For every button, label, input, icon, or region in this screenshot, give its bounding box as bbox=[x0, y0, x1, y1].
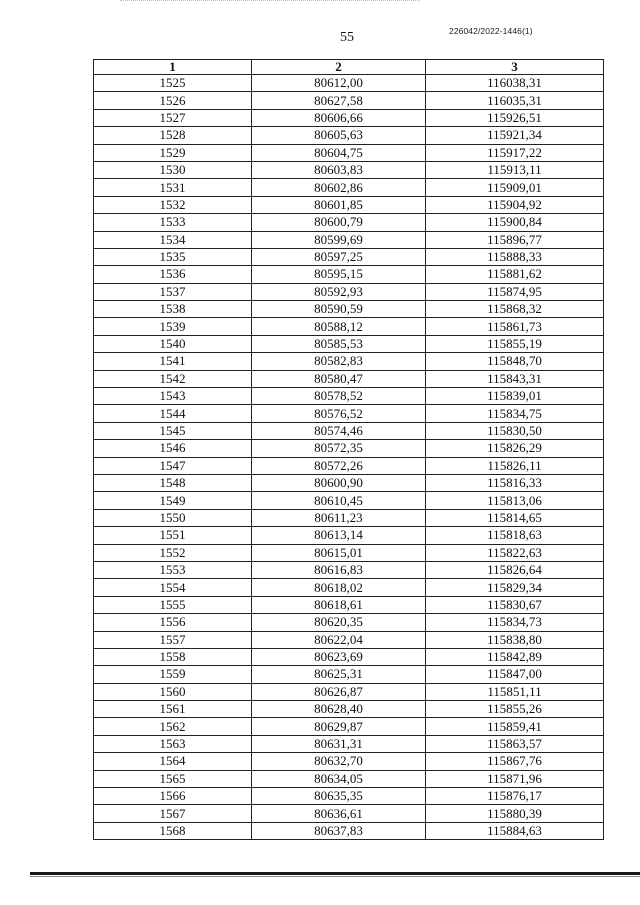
table-row bbox=[94, 666, 604, 683]
table-row bbox=[94, 440, 604, 457]
y-coordinate-cell: 115843,31 bbox=[426, 370, 604, 387]
table-row bbox=[94, 683, 604, 700]
point-number-cell: 1525 bbox=[94, 75, 252, 92]
page-number: 55 bbox=[340, 30, 354, 45]
y-coordinate-cell: 115871,96 bbox=[426, 770, 604, 787]
table-row bbox=[94, 335, 604, 352]
y-coordinate-cell: 115917,22 bbox=[426, 144, 604, 161]
table-row bbox=[94, 735, 604, 752]
table-row bbox=[94, 492, 604, 509]
point-number-cell: 1532 bbox=[94, 196, 252, 213]
x-coordinate-cell: 80612,00 bbox=[252, 75, 426, 92]
table-row bbox=[94, 788, 604, 805]
table-row bbox=[94, 770, 604, 787]
x-coordinate-cell: 80625,31 bbox=[252, 666, 426, 683]
point-number-cell: 1549 bbox=[94, 492, 252, 509]
table-header-row bbox=[94, 60, 604, 75]
table-row bbox=[94, 179, 604, 196]
x-coordinate-cell: 80592,93 bbox=[252, 283, 426, 300]
y-coordinate-cell: 115838,80 bbox=[426, 631, 604, 648]
x-coordinate-cell: 80635,35 bbox=[252, 788, 426, 805]
x-coordinate-cell: 80601,85 bbox=[252, 196, 426, 213]
x-coordinate-cell: 80606,66 bbox=[252, 109, 426, 126]
x-coordinate-cell: 80580,47 bbox=[252, 370, 426, 387]
x-coordinate-cell: 80613,14 bbox=[252, 527, 426, 544]
y-coordinate-cell: 115888,33 bbox=[426, 248, 604, 265]
x-coordinate-cell: 80600,90 bbox=[252, 474, 426, 491]
x-coordinate-cell: 80615,01 bbox=[252, 544, 426, 561]
y-coordinate-cell: 115848,70 bbox=[426, 353, 604, 370]
table-row bbox=[94, 422, 604, 439]
table-row bbox=[94, 509, 604, 526]
y-coordinate-cell: 115830,67 bbox=[426, 596, 604, 613]
table-row bbox=[94, 579, 604, 596]
column-header-2: 2 bbox=[252, 60, 426, 75]
x-coordinate-cell: 80585,53 bbox=[252, 335, 426, 352]
y-coordinate-cell: 115830,50 bbox=[426, 422, 604, 439]
x-coordinate-cell: 80576,52 bbox=[252, 405, 426, 422]
point-number-cell: 1533 bbox=[94, 214, 252, 231]
point-number-cell: 1550 bbox=[94, 509, 252, 526]
y-coordinate-cell: 115921,34 bbox=[426, 127, 604, 144]
x-coordinate-cell: 80572,35 bbox=[252, 440, 426, 457]
y-coordinate-cell: 115834,75 bbox=[426, 405, 604, 422]
point-number-cell: 1527 bbox=[94, 109, 252, 126]
table-row bbox=[94, 561, 604, 578]
y-coordinate-cell: 115839,01 bbox=[426, 388, 604, 405]
y-coordinate-cell: 115896,77 bbox=[426, 231, 604, 248]
y-coordinate-cell: 115863,57 bbox=[426, 735, 604, 752]
y-coordinate-cell: 115874,95 bbox=[426, 283, 604, 300]
table-row bbox=[94, 248, 604, 265]
point-number-cell: 1558 bbox=[94, 648, 252, 665]
point-number-cell: 1540 bbox=[94, 335, 252, 352]
table-row bbox=[94, 527, 604, 544]
y-coordinate-cell: 115851,11 bbox=[426, 683, 604, 700]
y-coordinate-cell: 115816,33 bbox=[426, 474, 604, 491]
table-row bbox=[94, 353, 604, 370]
y-coordinate-cell: 115900,84 bbox=[426, 214, 604, 231]
y-coordinate-cell: 115834,73 bbox=[426, 614, 604, 631]
x-coordinate-cell: 80572,26 bbox=[252, 457, 426, 474]
table-row bbox=[94, 370, 604, 387]
x-coordinate-cell: 80626,87 bbox=[252, 683, 426, 700]
point-number-cell: 1535 bbox=[94, 248, 252, 265]
y-coordinate-cell: 115867,76 bbox=[426, 753, 604, 770]
footer-rule bbox=[30, 872, 640, 875]
y-coordinate-cell: 115826,11 bbox=[426, 457, 604, 474]
x-coordinate-cell: 80590,59 bbox=[252, 301, 426, 318]
table-row bbox=[94, 544, 604, 561]
x-coordinate-cell: 80629,87 bbox=[252, 718, 426, 735]
point-number-cell: 1559 bbox=[94, 666, 252, 683]
point-number-cell: 1548 bbox=[94, 474, 252, 491]
point-number-cell: 1547 bbox=[94, 457, 252, 474]
y-coordinate-cell: 116038,31 bbox=[426, 75, 604, 92]
x-coordinate-cell: 80582,83 bbox=[252, 353, 426, 370]
table-row bbox=[94, 648, 604, 665]
point-number-cell: 1568 bbox=[94, 822, 252, 839]
y-coordinate-cell: 115813,06 bbox=[426, 492, 604, 509]
table-row bbox=[94, 718, 604, 735]
point-number-cell: 1528 bbox=[94, 127, 252, 144]
x-coordinate-cell: 80599,69 bbox=[252, 231, 426, 248]
x-coordinate-cell: 80610,45 bbox=[252, 492, 426, 509]
point-number-cell: 1541 bbox=[94, 353, 252, 370]
y-coordinate-cell: 115913,11 bbox=[426, 161, 604, 178]
x-coordinate-cell: 80620,35 bbox=[252, 614, 426, 631]
y-coordinate-cell: 115826,64 bbox=[426, 561, 604, 578]
coordinates-table bbox=[93, 59, 604, 840]
table-row bbox=[94, 596, 604, 613]
point-number-cell: 1536 bbox=[94, 266, 252, 283]
y-coordinate-cell: 115826,29 bbox=[426, 440, 604, 457]
table-row bbox=[94, 127, 604, 144]
y-coordinate-cell: 115855,26 bbox=[426, 701, 604, 718]
point-number-cell: 1563 bbox=[94, 735, 252, 752]
point-number-cell: 1565 bbox=[94, 770, 252, 787]
y-coordinate-cell: 115822,63 bbox=[426, 544, 604, 561]
table-row bbox=[94, 109, 604, 126]
point-number-cell: 1542 bbox=[94, 370, 252, 387]
x-coordinate-cell: 80628,40 bbox=[252, 701, 426, 718]
point-number-cell: 1557 bbox=[94, 631, 252, 648]
y-coordinate-cell: 115926,51 bbox=[426, 109, 604, 126]
x-coordinate-cell: 80616,83 bbox=[252, 561, 426, 578]
point-number-cell: 1537 bbox=[94, 283, 252, 300]
point-number-cell: 1560 bbox=[94, 683, 252, 700]
table-row bbox=[94, 405, 604, 422]
table-body bbox=[94, 75, 604, 840]
x-coordinate-cell: 80597,25 bbox=[252, 248, 426, 265]
table-row bbox=[94, 318, 604, 335]
table-row bbox=[94, 822, 604, 839]
point-number-cell: 1553 bbox=[94, 561, 252, 578]
point-number-cell: 1566 bbox=[94, 788, 252, 805]
column-header-3: 3 bbox=[426, 60, 604, 75]
y-coordinate-cell: 115855,19 bbox=[426, 335, 604, 352]
x-coordinate-cell: 80627,58 bbox=[252, 92, 426, 109]
x-coordinate-cell: 80611,23 bbox=[252, 509, 426, 526]
point-number-cell: 1551 bbox=[94, 527, 252, 544]
y-coordinate-cell: 116035,31 bbox=[426, 92, 604, 109]
point-number-cell: 1567 bbox=[94, 805, 252, 822]
table-row bbox=[94, 301, 604, 318]
x-coordinate-cell: 80588,12 bbox=[252, 318, 426, 335]
document-reference: 226042/2022-1446(1) bbox=[449, 26, 533, 36]
table-row bbox=[94, 753, 604, 770]
table-row bbox=[94, 266, 604, 283]
table-row bbox=[94, 92, 604, 109]
table-row bbox=[94, 161, 604, 178]
y-coordinate-cell: 115904,92 bbox=[426, 196, 604, 213]
y-coordinate-cell: 115814,65 bbox=[426, 509, 604, 526]
x-coordinate-cell: 80634,05 bbox=[252, 770, 426, 787]
x-coordinate-cell: 80637,83 bbox=[252, 822, 426, 839]
y-coordinate-cell: 115909,01 bbox=[426, 179, 604, 196]
point-number-cell: 1531 bbox=[94, 179, 252, 196]
table-row bbox=[94, 214, 604, 231]
footer-rule-thin bbox=[30, 876, 640, 877]
x-coordinate-cell: 80600,79 bbox=[252, 214, 426, 231]
table-row bbox=[94, 283, 604, 300]
table-row bbox=[94, 75, 604, 92]
point-number-cell: 1529 bbox=[94, 144, 252, 161]
y-coordinate-cell: 115859,41 bbox=[426, 718, 604, 735]
y-coordinate-cell: 115884,63 bbox=[426, 822, 604, 839]
point-number-cell: 1554 bbox=[94, 579, 252, 596]
x-coordinate-cell: 80603,83 bbox=[252, 161, 426, 178]
x-coordinate-cell: 80574,46 bbox=[252, 422, 426, 439]
table-row bbox=[94, 231, 604, 248]
table-row bbox=[94, 805, 604, 822]
x-coordinate-cell: 80623,69 bbox=[252, 648, 426, 665]
y-coordinate-cell: 115842,89 bbox=[426, 648, 604, 665]
point-number-cell: 1562 bbox=[94, 718, 252, 735]
y-coordinate-cell: 115829,34 bbox=[426, 579, 604, 596]
x-coordinate-cell: 80631,31 bbox=[252, 735, 426, 752]
table-row bbox=[94, 614, 604, 631]
x-coordinate-cell: 80636,61 bbox=[252, 805, 426, 822]
y-coordinate-cell: 115868,32 bbox=[426, 301, 604, 318]
x-coordinate-cell: 80618,61 bbox=[252, 596, 426, 613]
point-number-cell: 1534 bbox=[94, 231, 252, 248]
table-row bbox=[94, 457, 604, 474]
x-coordinate-cell: 80578,52 bbox=[252, 388, 426, 405]
table-row bbox=[94, 701, 604, 718]
table-row bbox=[94, 631, 604, 648]
y-coordinate-cell: 115818,63 bbox=[426, 527, 604, 544]
point-number-cell: 1561 bbox=[94, 701, 252, 718]
x-coordinate-cell: 80605,63 bbox=[252, 127, 426, 144]
scan-edge-marks bbox=[120, 0, 420, 5]
point-number-cell: 1543 bbox=[94, 388, 252, 405]
point-number-cell: 1538 bbox=[94, 301, 252, 318]
y-coordinate-cell: 115881,62 bbox=[426, 266, 604, 283]
point-number-cell: 1546 bbox=[94, 440, 252, 457]
table-row bbox=[94, 388, 604, 405]
y-coordinate-cell: 115861,73 bbox=[426, 318, 604, 335]
y-coordinate-cell: 115876,17 bbox=[426, 788, 604, 805]
point-number-cell: 1564 bbox=[94, 753, 252, 770]
x-coordinate-cell: 80595,15 bbox=[252, 266, 426, 283]
point-number-cell: 1556 bbox=[94, 614, 252, 631]
table-row bbox=[94, 196, 604, 213]
y-coordinate-cell: 115847,00 bbox=[426, 666, 604, 683]
column-header-1: 1 bbox=[94, 60, 252, 75]
point-number-cell: 1539 bbox=[94, 318, 252, 335]
point-number-cell: 1544 bbox=[94, 405, 252, 422]
point-number-cell: 1552 bbox=[94, 544, 252, 561]
y-coordinate-cell: 115880,39 bbox=[426, 805, 604, 822]
x-coordinate-cell: 80604,75 bbox=[252, 144, 426, 161]
x-coordinate-cell: 80622,04 bbox=[252, 631, 426, 648]
point-number-cell: 1555 bbox=[94, 596, 252, 613]
table-row bbox=[94, 474, 604, 491]
point-number-cell: 1545 bbox=[94, 422, 252, 439]
point-number-cell: 1530 bbox=[94, 161, 252, 178]
table-row bbox=[94, 144, 604, 161]
point-number-cell: 1526 bbox=[94, 92, 252, 109]
x-coordinate-cell: 80602,86 bbox=[252, 179, 426, 196]
x-coordinate-cell: 80632,70 bbox=[252, 753, 426, 770]
x-coordinate-cell: 80618,02 bbox=[252, 579, 426, 596]
